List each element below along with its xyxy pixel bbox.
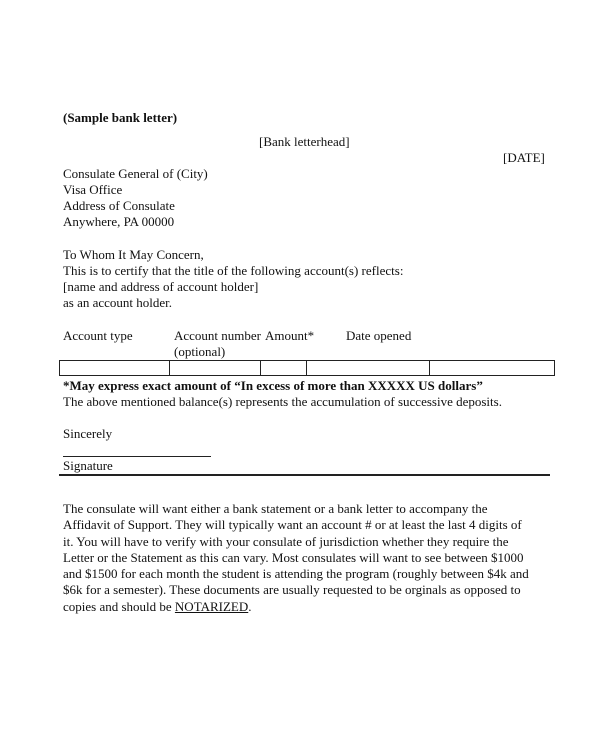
- body-line: [name and address of account holder]: [63, 279, 259, 294]
- instruction-line: $6k for a semester). These documents are usually requested to be orginals as opposed to: [63, 582, 521, 598]
- notarized-emphasis: NOTARIZED: [174, 598, 249, 614]
- divider: [59, 474, 550, 476]
- date-placeholder: [DATE]: [503, 150, 545, 165]
- body-line: as an account holder.: [63, 295, 173, 310]
- address-line: Visa Office: [63, 182, 123, 197]
- instructions-paragraph: [63, 501, 553, 615]
- address-block: [63, 166, 208, 230]
- instruction-line-last: copies and should be NOTARIZED.: [63, 598, 252, 614]
- instruction-line: Letter or the Statement as this can vary. Most consulates will want to see between $1000: [63, 549, 524, 565]
- amount-note: *May express exact amount of “In excess of more than XXXXX US dollars”: [63, 378, 483, 393]
- table-cell: [169, 361, 261, 375]
- letterhead-placeholder: [Bank letterhead]: [259, 134, 350, 149]
- col-header-optional: (optional): [174, 344, 226, 359]
- instruction-line: The consulate will want either a bank statement or a bank letter to accompany the: [63, 501, 488, 516]
- body-line: This is to certify that the title of the following account(s) reflects:: [63, 263, 404, 278]
- address-line: Consulate General of (City): [63, 166, 208, 181]
- instruction-line: it. You will have to verify with your consulate of jurisdiction whether they require the: [63, 533, 509, 549]
- instruction-line: Affidavit of Support. They will typically want an account # or at least the last 4 digits of: [63, 517, 522, 533]
- table-cell: [60, 361, 170, 375]
- balance-statement: The above mentioned balance(s) represents the accumulation of successive deposits.: [63, 394, 502, 409]
- salutation: To Whom It May Concern,: [63, 247, 204, 262]
- col-header-amount: Amount*: [265, 328, 315, 343]
- letter-body: [63, 247, 403, 311]
- table-cell: [260, 361, 307, 375]
- col-header-account-number: Account number: [174, 328, 262, 343]
- table-cell: [306, 361, 430, 375]
- sample-label: (Sample bank letter): [63, 110, 178, 125]
- address-line: Anywhere, PA 00000: [63, 214, 175, 229]
- instruction-line: and $1500 for each month the student is attending the program (roughly between $4k and: [63, 566, 529, 582]
- signature-label: Signature: [63, 458, 113, 473]
- col-header-account-type: Account type: [63, 328, 133, 343]
- col-header-date-opened: Date opened: [346, 328, 412, 343]
- address-line: Address of Consulate: [63, 198, 175, 213]
- signature-line: [63, 456, 211, 457]
- closing: Sincerely: [63, 426, 113, 441]
- account-table: [59, 360, 555, 376]
